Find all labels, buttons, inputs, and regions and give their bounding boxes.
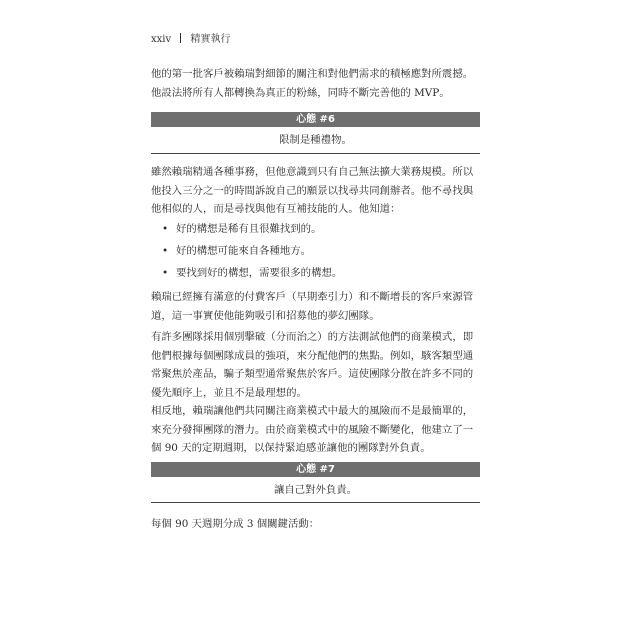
paragraph-line: 道，這一事實使他能夠吸引和招募他的夢幻團隊。 — [151, 309, 380, 322]
paragraph-line: 雖然賴瑞精通各種事務，但他意識到只有自己無法擴大業務規模。所以 — [151, 166, 474, 178]
mindset-7-text: 讓自己對外負責。 — [273, 484, 358, 496]
bullet-marker: • — [162, 267, 169, 279]
list-item: • 好的構想可能來自各種地方。 — [160, 240, 342, 262]
running-header — [151, 30, 231, 45]
paragraph-4 — [151, 402, 481, 458]
paragraph-line: 他設法將所有人都轉換為真正的粉絲，同時不斷完善他的 MVP。 — [151, 86, 450, 99]
bullet-marker: • — [162, 245, 169, 257]
mindset-6-text: 限制是種禮物。 — [279, 134, 352, 146]
header-divider — [180, 33, 181, 43]
paragraph-line: 常聚焦於產品，騙子類型通常聚焦於客戶。這使團隊分散在許多不同的 — [151, 368, 474, 380]
paragraph-line: 賴瑞已經擁有滿意的付費客戶（早期牽引力）和不斷增長的客戶來源管 — [151, 291, 474, 303]
mindset-7-rule — [151, 502, 480, 503]
paragraph-line: 他相似的人，而是尋找與他有互補技能的人。他知道： — [151, 203, 401, 215]
paragraph-line: 每個 90 天週期分成 3 個關鍵活動： — [151, 518, 320, 530]
bullet-marker: • — [162, 223, 169, 235]
paragraph-line: 他的第一批客戶被賴瑞對細節的關注和對他們需求的積極應對所震撼。 — [151, 68, 474, 80]
section-title: 精實執行 — [190, 34, 231, 45]
list-item: • 好的構想是稀有且很難找到的。 — [160, 218, 342, 240]
paragraph-line: 優先順序上，並且不是最理想的。 — [151, 386, 307, 399]
paragraph-line: 相反地，賴瑞讓他們共同關注商業模式中最大的風險而不是最簡單的， — [151, 405, 474, 417]
paragraph-line: 他們根據每個團隊成員的強項，來分配他們的焦點。例如，駭客類型通 — [151, 349, 474, 362]
list-item: • 要找到好的構想，需要很多的構想。 — [160, 262, 342, 284]
mindset-6-rule — [151, 153, 480, 154]
bullet-list — [160, 218, 342, 284]
page-number: xxiv — [151, 34, 172, 45]
intro-paragraph — [151, 65, 481, 102]
mindset-7-banner: 心態 #7 — [151, 462, 480, 477]
mindset-6-banner: 心態 #6 — [151, 112, 480, 127]
paragraph-line: 來充分發揮團隊的潛力。由於商業模式中的風險不斷變化，他建立了一 — [151, 423, 474, 436]
paragraph-line: 他投入三分之一的時間訴說自己的願景以找尋共同創辦者。他不尋找與 — [151, 184, 474, 197]
paragraph-1 — [151, 163, 481, 219]
closing-paragraph — [151, 515, 481, 534]
paragraph-2 — [151, 288, 481, 325]
paragraph-3 — [151, 328, 481, 402]
paragraph-line: 有許多團隊採用個別擊破（分而治之）的方法測試他們的商業模式，即 — [151, 331, 474, 343]
paragraph-line: 個 90 天的定期週期，以保持緊迫感並讓他的團隊對外負責。 — [151, 442, 431, 454]
